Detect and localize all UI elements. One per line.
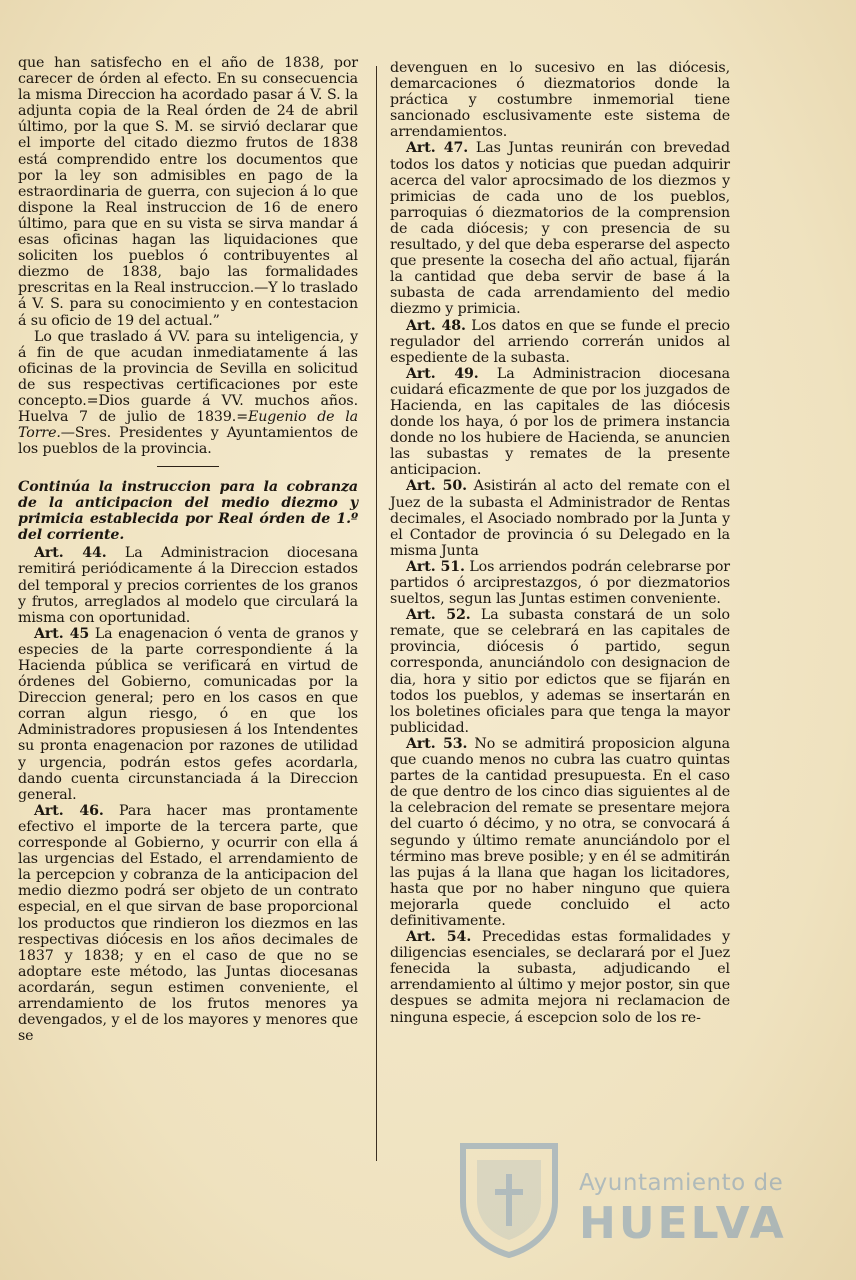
article-51: [390, 559, 730, 607]
article-48-text: Los datos en que se funde el precio regulador del arriendo correrán unidos al espediente de la subasta.: [390, 317, 730, 366]
shield-logo-icon: [455, 1140, 563, 1258]
article-49: [390, 366, 730, 479]
article-54-text: Precedidas estas formalidades y diligencias esenciales, se declarará por el Juez fenecida la subasta, adjudicando el arrendamiento al último y mejor postor, sin que despues se admita mejora ni reclamacion de ninguna especie, á escepcion solo de los re-: [390, 929, 730, 1026]
signature: Eugenio de la Torre.: [18, 409, 358, 442]
article-47-label: Art. 47.: [406, 140, 469, 157]
article-44-text: La Administracion diocesana remitirá periódicamente á la Direccion estados del temporal y precios corrientes de los granos y frutos, arreglados al modelo que circulará la misma con oportunidad.: [18, 545, 358, 626]
paragraph-traslado: [18, 329, 358, 458]
article-46-text: Para hacer mas prontamente efectivo el importe de la tercera parte, que corresponde al Gobierno, y ocurrir con ella á las urgencias del Estado, el arrendamiento de la percepcion y cobranza de la anticipacion del medio diezmo podrá ser objeto de un contrato especial, en el que sirvan de base proporcional los productos que rindieron los diezmos en las respectivas diócesis en los años decimales de 1837 y 1838; y en el caso de que no se adoptare este método, las Juntas diocesanas acordarán, segun estimen conveniente, el arrendamiento de los frutos menores ya devengados, y el de los mayores y menores que se: [18, 802, 358, 1045]
article-51-text: Los arriendos podrán celebrarse por partidos ó arciprestazgos, ó por diezmatorios sueltos, segun las Juntas estimen conveniente.: [390, 558, 730, 608]
article-54-label: Art. 54.: [406, 929, 472, 946]
article-48: [390, 318, 730, 366]
right-column: [390, 60, 730, 1026]
article-45-label: Art. 45: [34, 625, 90, 642]
paragraph-continued-right: devenguen en lo sucesivo en las diócesis, demarcaciones ó diezmatorios donde la práctica y costumbre inmemorial tiene sancionado esclusivamente este sistema de arrendamientos.: [390, 60, 730, 141]
article-46-label: Art. 46.: [34, 802, 104, 819]
article-50-text: Asistirán al acto del remate con el Juez de la subasta el Administrador de Rentas decimales, el Asociado nombrado por la Junta y el Contador de provincia ó su Delegado en la misma Junta: [390, 478, 730, 559]
paragraph-continued: que han satisfecho en el año de 1838, por carecer de órden al efecto. En su consecuencia la misma Direccion ha acordado pasar á V. S. la adjunta copia de la Real órden de 24 de abril último, por la que S. M. se sirvió declarar que el importe del citado diezmo frutos de 1838 está comprendido entre los documentos que por la ley son admisibles en pago de la estraordinaria de guerra, con sujecion á lo que dispone la Real instruccion de 16 de enero último, para que en su vista se sirva mandar á esas oficinas hagan las liquidaciones que soliciten los pueblos ó contribuyentes al diezmo de 1838, bajo las formalidades prescritas en la Real instruccion.—Y lo traslado á V. S. para su conocimiento y en contestacion á su oficio de 19 del actual.”: [18, 55, 358, 329]
article-51-label: Art. 51.: [406, 558, 465, 575]
article-47: [390, 140, 730, 317]
column-rule: [376, 66, 377, 1161]
article-50: [390, 478, 730, 558]
section-divider: [157, 466, 219, 467]
watermark: [455, 1140, 855, 1260]
section-heading: Continúa la instruccion para la cobranza de la anticipacion del medio diezmo y primicia establecida por Real órden de 1.º del corriente.: [18, 479, 358, 544]
paragraph-traslado-tail: —Sres. Presidentes y Ayuntamientos de los pueblos de la provincia.: [18, 425, 358, 458]
article-44-label: Art. 44.: [34, 545, 107, 562]
article-49-label: Art. 49.: [406, 365, 479, 382]
article-44: [18, 545, 358, 625]
left-column: [18, 55, 358, 1044]
article-50-label: Art. 50.: [406, 478, 468, 495]
article-53: [390, 736, 730, 929]
article-45-text: La enagenacion ó venta de granos y especies de la parte correspondiente á la Hacienda pública se verificará en virtud de órdenes del Gobierno, comunicadas por la Direccion general; pero en los casos en que corran algun riesgo, ó en que los Administradores propusiesen á los Intendentes su pronta enagenacion por razones de utilidad y urgencia, podrán estos gefes acordarla, dando cuenta circunstanciada á la Direccion general.: [18, 625, 358, 803]
paragraph-traslado-body: Lo que traslado á VV. para su inteligencia, y á fin de que acudan inmediatamente á las oficinas de la provincia de Sevilla en solicitud de sus respectivas certificaciones por este concepto.=Dios guarde á VV. muchos años. Huelva 7 de julio de 1839.=: [18, 328, 358, 426]
article-49-text: La Administracion diocesana cuidará eficazmente de que por los juzgados de Hacienda, en las capitales de las diócesis donde los haya, ó por los de primera instancia donde no los hubiere de Hacienda, se anuncien las subastas y remates de la presente anticipacion.: [390, 365, 730, 479]
article-52: [390, 607, 730, 736]
article-48-label: Art. 48.: [406, 317, 466, 334]
article-47-text: Las Juntas reunirán con brevedad todos los datos y noticias que puedan adquirir acerca del valor aprocsimado de los diezmos y primicias de cada uno de los pueblos, parroquias ó diezmatorios de la comprension de cada diócesis; y con presencia de su resultado, y del que deba esperarse del aspecto que presente la cosecha del año actual, fijarán la cantidad que deba servir de base á la subasta de cada arrendamiento del medio diezmo y primicia.: [390, 140, 730, 318]
article-53-label: Art. 53.: [406, 735, 468, 752]
watermark-line1: Ayuntamiento de: [579, 1170, 784, 1196]
article-53-text: No se admitirá proposicion alguna que cuando menos no cubra las cuatro quintas partes de la cantidad presupuesta. En el caso de que dentro de los cinco dias siguientes al de la celebracion del remate se presentare mejora del cuarto ó décimo, y no otra, se convocará á segundo y último remate anunciándolo por el término mas breve posible; y en él se admitirán las pujas á la llana que hagan los licitadores, hasta que por no haber ninguno que quiera mejorarla quede concluido el acto definitivamente.: [390, 735, 730, 929]
article-52-text: La subasta constará de un solo remate, que se celebrará en las capitales de provincia, diócesis ó partido, segun corresponda, anunciándolo con designacion de dia, hora y sitio por edictos que se fijarán en todos los pueblos, y ademas se insertarán en los boletines oficiales para que tenga la mayor publicidad.: [390, 607, 730, 736]
article-45: [18, 626, 358, 803]
article-54: [390, 929, 730, 1026]
watermark-line2: HUELVA: [579, 1198, 787, 1249]
article-52-label: Art. 52.: [406, 607, 471, 624]
article-46: [18, 803, 358, 1044]
